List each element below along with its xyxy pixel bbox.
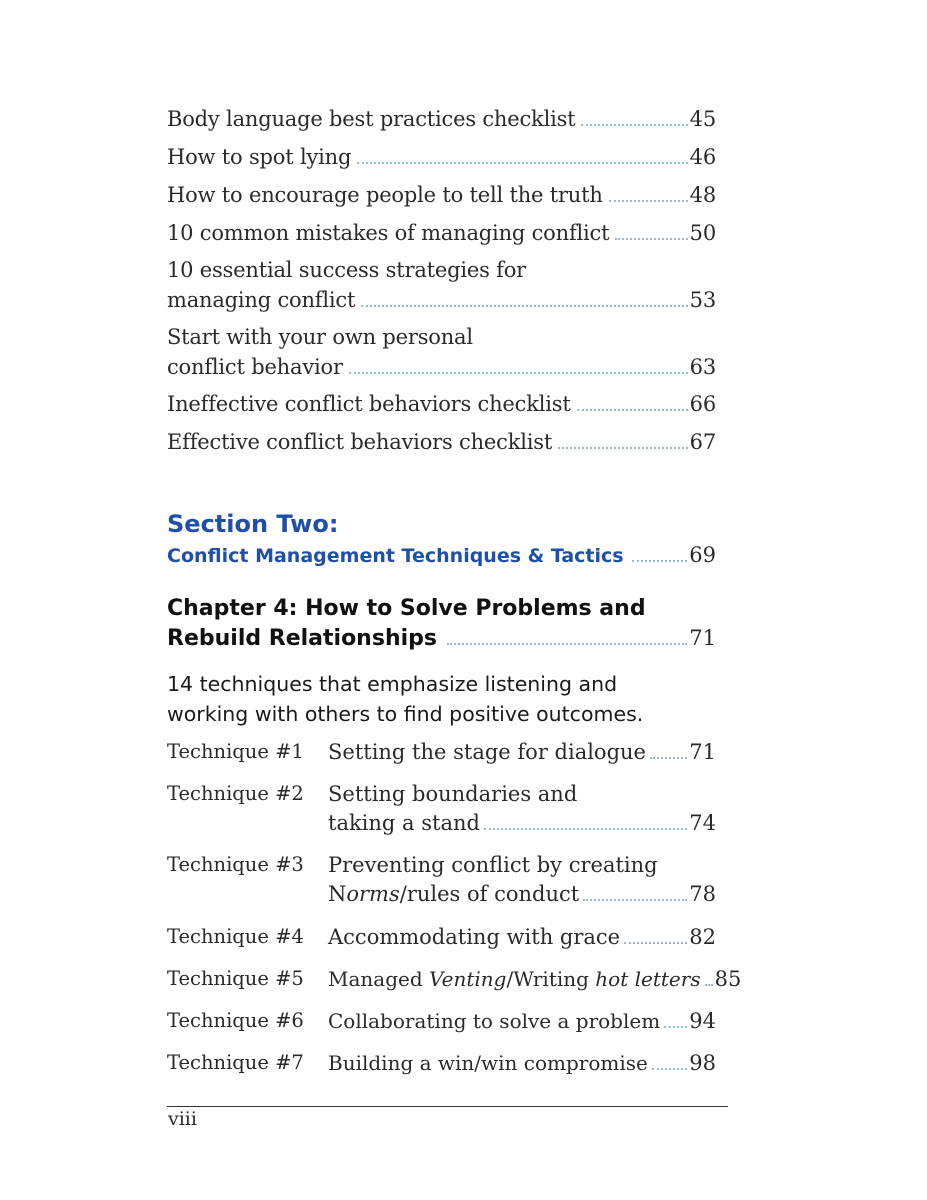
- dot-leader: [581, 124, 687, 126]
- toc-entry: [167, 392, 716, 422]
- chapter-page: 71: [689, 626, 716, 650]
- dot-leader: [583, 899, 687, 901]
- technique-page: 82: [689, 925, 716, 949]
- toc-entry-page: 50: [689, 221, 716, 245]
- page-number: viii: [168, 1108, 197, 1130]
- dot-leader: [615, 238, 687, 240]
- chapter-title-line1: Chapter 4: How to Solve Problems and: [167, 596, 646, 621]
- intro-line: working with others to find positive outcomes.: [167, 702, 644, 726]
- toc-entry-title: Ineffective conflict behaviors checklist: [167, 392, 571, 416]
- toc-entry: [167, 258, 716, 318]
- toc-entry-page: 67: [689, 430, 716, 454]
- technique-title-line1: Setting boundaries and: [328, 782, 578, 806]
- section-page: 69: [689, 543, 716, 567]
- dot-leader: [484, 828, 687, 830]
- dot-leader: [609, 200, 688, 202]
- dot-leader: [664, 1026, 687, 1028]
- technique-page: 94: [689, 1009, 716, 1033]
- technique-page: 85: [714, 967, 742, 991]
- toc-entry-title: Effective conflict behaviors checklist: [167, 430, 553, 454]
- toc-entry: [167, 145, 716, 175]
- toc-entry-title: Body language best practices checklist: [167, 107, 576, 131]
- technique-label: Technique #5: [167, 967, 304, 990]
- toc-entry-title: How to encourage people to tell the truth: [167, 183, 603, 207]
- technique-title-part: /Writing: [506, 967, 596, 991]
- dot-leader: [447, 643, 687, 645]
- dot-leader: [624, 942, 687, 944]
- technique-title: Building a win/win compromise: [328, 1051, 648, 1075]
- section-title: Section Two:: [167, 510, 339, 538]
- section-subtitle: Conflict Management Techniques & Tactics: [167, 545, 624, 567]
- section-subtitle-row: [167, 543, 716, 567]
- dot-leader: [632, 560, 688, 562]
- technique-title-part: /rules of conduct: [399, 882, 580, 906]
- toc-entry-page: 46: [689, 145, 716, 169]
- toc-entry: [167, 430, 716, 460]
- dot-leader: [652, 1068, 687, 1070]
- toc-entry: [167, 325, 716, 385]
- toc-entry-page: 48: [689, 183, 716, 207]
- dot-leader: [650, 757, 687, 759]
- technique-label: Technique #2: [167, 782, 304, 805]
- toc-entry-page: 53: [689, 288, 716, 312]
- technique-label: Technique #6: [167, 1009, 304, 1032]
- toc-entry-title: 10 common mistakes of managing conflict: [167, 221, 610, 245]
- technique-title: [328, 967, 701, 991]
- chapter-heading: [167, 596, 716, 656]
- technique-label: Technique #3: [167, 853, 304, 876]
- toc-entry-title: managing conflict: [167, 288, 356, 312]
- toc-entry: [167, 107, 716, 137]
- technique-title-part: N: [328, 882, 347, 906]
- toc-entry-page: 63: [689, 355, 716, 379]
- technique-title-italic: orms: [346, 882, 400, 906]
- dot-leader: [349, 372, 688, 374]
- technique-title: Collaborating to solve a problem: [328, 1009, 661, 1033]
- toc-entry-page: 66: [689, 392, 716, 416]
- dot-leader: [558, 447, 688, 449]
- technique-title: Setting the stage for dialogue: [328, 740, 646, 764]
- technique-label: Technique #7: [167, 1051, 304, 1074]
- footer-rule: [167, 1106, 728, 1107]
- toc-entry-title: conflict behavior: [167, 355, 343, 379]
- technique-page: 74: [689, 811, 716, 835]
- technique-page: 71: [689, 740, 716, 764]
- toc-entry-title: How to spot lying: [167, 145, 352, 169]
- technique-title-part: Managed: [328, 967, 430, 991]
- dot-leader: [705, 984, 713, 986]
- technique-title: taking a stand: [328, 811, 480, 835]
- technique-title-italic: Venting: [429, 967, 507, 991]
- toc-entry-title-line1: 10 essential success strategies for: [167, 258, 527, 282]
- chapter-title-line2: Rebuild Relationships: [167, 626, 437, 651]
- technique-title: [328, 882, 579, 906]
- technique-label: Technique #4: [167, 925, 304, 948]
- toc-entry-title-line1: Start with your own personal: [167, 325, 473, 349]
- toc-entry: [167, 221, 716, 251]
- technique-label: Technique #1: [167, 740, 304, 763]
- dot-leader: [361, 305, 687, 307]
- technique-title-line1: Preventing conflict by creating: [328, 853, 658, 877]
- dot-leader: [357, 162, 687, 164]
- chapter-intro: [167, 669, 716, 729]
- technique-title-italic: hot letters: [595, 967, 701, 991]
- toc-entry: [167, 183, 716, 213]
- toc-entry-page: 45: [689, 107, 716, 131]
- technique-page: 78: [689, 882, 716, 906]
- technique-title: Accommodating with grace: [328, 925, 621, 949]
- dot-leader: [577, 409, 688, 411]
- chapter-title-row: [167, 626, 716, 656]
- intro-line: 14 techniques that emphasize listening and: [167, 672, 618, 696]
- technique-page: 98: [689, 1051, 716, 1075]
